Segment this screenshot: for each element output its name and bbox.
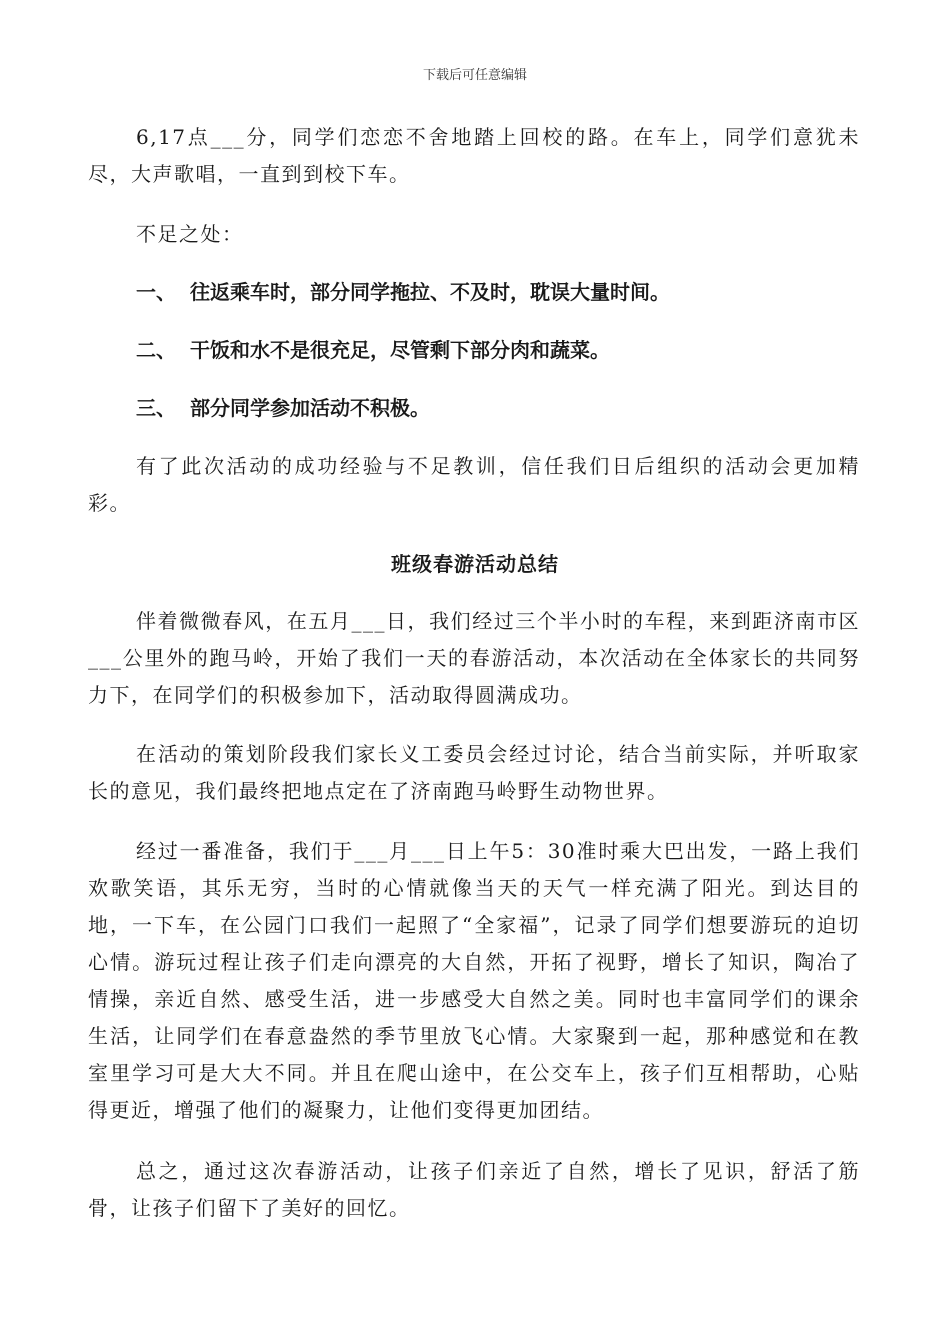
paragraph-shortcomings-heading: 不足之处： — [136, 222, 244, 246]
list-item-number: 三、 — [136, 396, 176, 420]
paragraph-intro: 伴着微微春风，在五月___日，我们经过三个半小时的车程，来到距济南市区___公里外的跑马岭，开始了我们一天的春游活动，本次活动在全体家长的共同努力下，在同学们的积极参加下，活动取得圆满成功。 — [88, 609, 860, 707]
list-item-shortcoming-1 — [136, 274, 670, 311]
paragraph-planning: 在活动的策划阶段我们家长义工委员会经过讨论，结合当前实际，并听取家长的意见，我们最终把地点定在了济南跑马岭野生动物世界。 — [88, 742, 860, 803]
paragraph-trip-details: 经过一番准备，我们于___月___日上午5：30准时乘大巴出发，一路上我们欢歌笑语，其乐无穷，当时的心情就像当天的天气一样充满了阳光。到达目的地，一下车，在公园门口我们一起照了“全家福”，记录了同学们想要游玩的迫切心情。游玩过程让孩子们走向漂亮的大自然，开拓了视野，增长了知识，陶冶了情操，亲近自然、感受生活，进一步感受大自然之美。同时也丰富同学们的课余生活，让同学们在春意盎然的季节里放飞心情。大家聚到一起，那种感觉和在教室里学习可是大大不同。并且在爬山途中，在公交车上，孩子们互相帮助，心贴得更近，增强了他们的凝聚力，让他们变得更加团结。 — [88, 839, 860, 1122]
list-item-text: 部分同学参加活动不积极。 — [190, 396, 430, 420]
list-item-number: 二、 — [136, 338, 176, 362]
list-item-number: 一、 — [136, 280, 176, 304]
paragraph-conclusion: 有了此次活动的成功经验与不足教训，信任我们日后组织的活动会更加精彩。 — [88, 454, 860, 515]
list-item-shortcoming-2 — [136, 332, 610, 369]
section-title: 班级春游活动总结 — [391, 552, 559, 576]
paragraph-summary: 总之，通过这次春游活动，让孩子们亲近了自然，增长了见识，舒活了筋骨，让孩子们留下了美好的回忆。 — [88, 1159, 860, 1220]
paragraph-return-trip: 6,17点___分，同学们恋恋不舍地踏上回校的路。在车上，同学们意犹未尽，大声歌唱，一直到到校下车。 — [88, 125, 860, 186]
page-header: 下载后可任意编辑 — [422, 68, 527, 83]
list-item-text: 干饭和水不是很充足，尽管剩下部分肉和蔬菜。 — [190, 338, 610, 362]
list-item-text: 往返乘车时，部分同学拖拉、不及时，耽误大量时间。 — [190, 280, 670, 304]
list-item-shortcoming-3 — [136, 390, 430, 427]
